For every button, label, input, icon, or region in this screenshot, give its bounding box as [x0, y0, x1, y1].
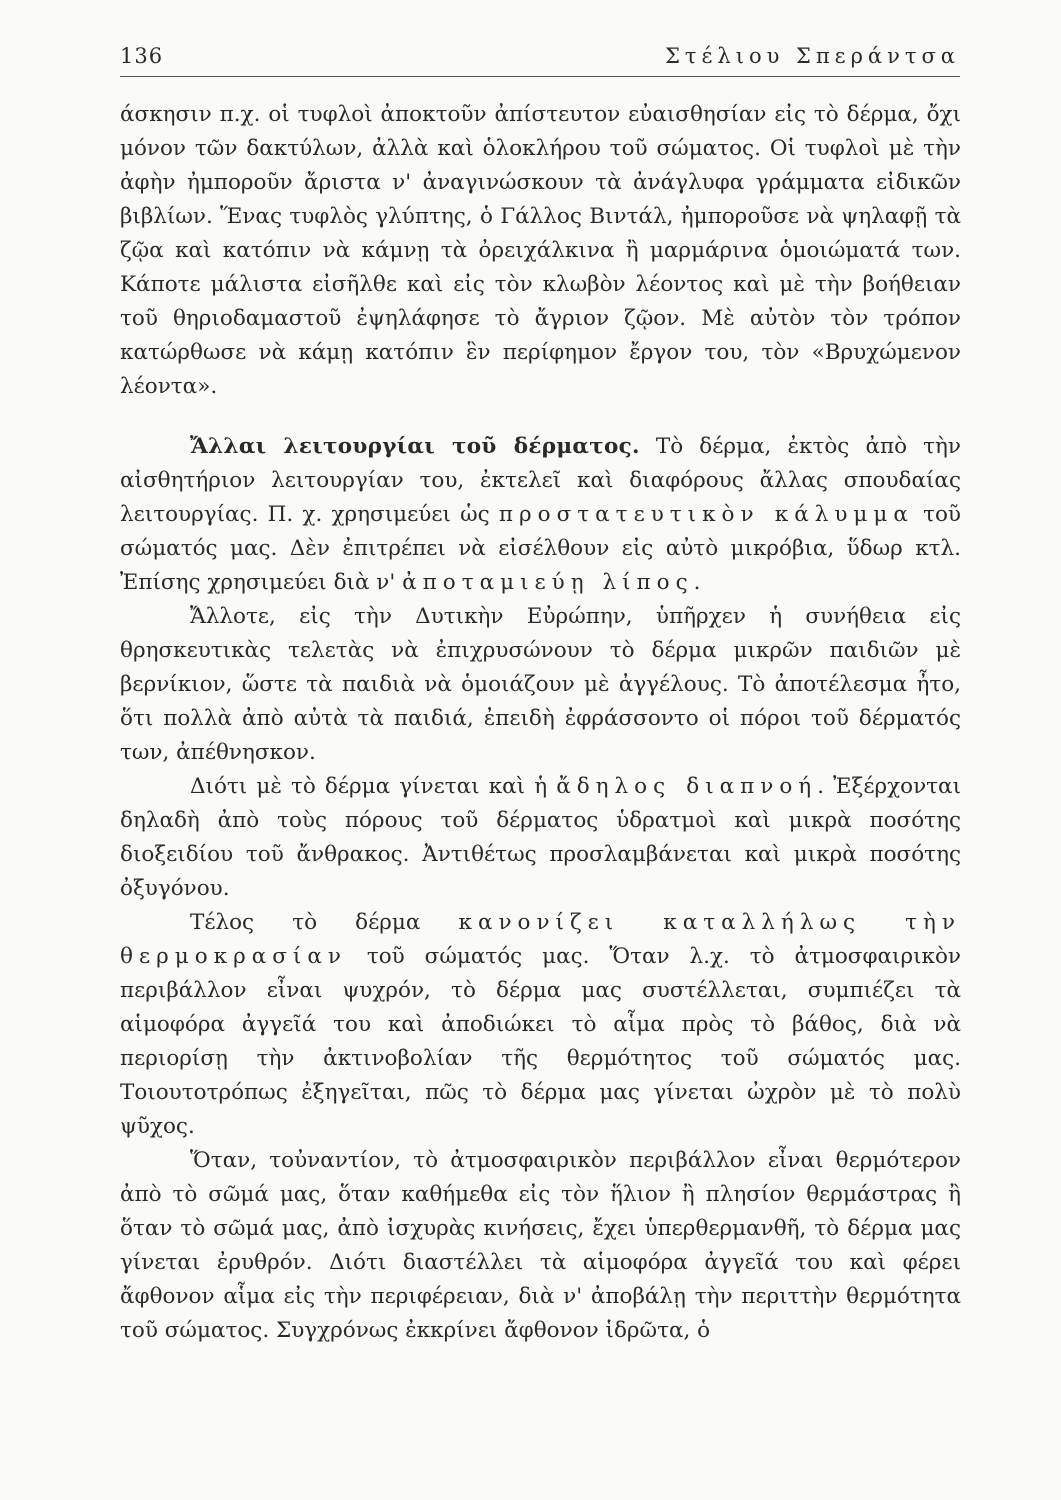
- text-segment: Διότι μὲ τὸ δέρμα γίνεται καὶ ἡ: [190, 774, 557, 799]
- text-segment: τοῦ σώματός μας. Δὲν ἐπιτρέπει νὰ εἰσέλθουν εἰς αὐτὸ μικρόβια, ὕδωρ κτλ. Ἐπίσης χρησιμεύει διὰ ν': [120, 502, 962, 595]
- page-body: [120, 98, 961, 1348]
- emphasis-spaced: κανονίζει καταλλήλως τὴν θερμοκρασίαν: [120, 910, 961, 969]
- page-number: 136: [120, 44, 164, 68]
- text-segment: . Ἐξέρχονται δηλαδὴ ἀπὸ τοὺς πόρους τοῦ δέρματος ὑδρατμοὶ καὶ μικρὰ ποσότης διοξειδίου τοῦ ἄνθρακος. Ἀντιθέτως προσλαμβάνεται καὶ μικρὰ ποσότης ὀξυγόνου.: [120, 774, 961, 901]
- text-segment: Τὸ δέρμα, ἐκτὸς ἀπὸ τὴν αἰσθητήριον λειτουργίαν του, ἐκτελεῖ καὶ διαφόρους ἄλλας σπουδαίας λειτουργίας. Π. χ. χρησιμεύει ὡς: [120, 434, 961, 527]
- running-head: Στέλιου Σπεράντσα: [665, 44, 960, 68]
- text-segment: Τέλος τὸ δέρμα: [190, 910, 459, 935]
- page-header: [120, 40, 960, 77]
- paragraph-temperature: [120, 906, 961, 1144]
- section-heading: Ἄλλαι λειτουργίαι τοῦ δέρματος.: [190, 434, 640, 459]
- emphasis-spaced: ἄδηλος διαπνοή: [556, 774, 818, 799]
- emphasis-spaced: προστατευτικὸν κάλυμμα: [498, 502, 914, 527]
- emphasis-spaced: ἀποταμιεύῃ λίπος: [402, 570, 694, 595]
- paragraph-breathing: [120, 770, 961, 906]
- paragraph-blind-touch: άσκησιν π.χ. οἱ τυφλοὶ ἀποκτοῦν ἀπίστευτον εὐαισθησίαν εἰς τὸ δέρμα, ὄχι μόνον τῶν δακτύλων, ἀλλὰ καὶ ὁλοκλήρου τοῦ σώματος. Οἱ τυφλοὶ μὲ τὴν ἀφὴν ἠμποροῦν ἄριστα ν' ἀναγινώσκουν τὰ ἀνάγλυφα γράμματα εἰδικῶν βιβλίων. Ἕνας τυφλὸς γλύπτης, ὁ Γάλλος Βιντάλ, ἠμποροῦσε νὰ ψηλαφῇ τὰ ζῷα καὶ κατόπιν νὰ κάμνῃ τὰ ὀρειχάλκινα ἢ μαρμάρινα ὁμοιώματά των. Κάποτε μάλιστα εἰσῆλθε καὶ εἰς τὸν κλωβὸν λέοντος καὶ μὲ τὴν βοήθειαν τοῦ θηριοδαμαστοῦ ἐψηλάφησε τὸ ἄγριον ζῷον. Μὲ αὐτὸν τὸν τρόπον κατώρθωσε νὰ κάμῃ κατόπιν ἓν περίφημον ἔργον του, τὸν «Βρυχώμενον λέοντα».: [120, 102, 961, 399]
- paragraph-other-functions: [120, 430, 961, 600]
- paragraph-gilding: Ἄλλοτε, εἰς τὴν Δυτικὴν Εὐρώπην, ὑπῆρχεν ἡ συνήθεια εἰς θρησκευτικὰς τελετὰς νὰ ἐπιχρυσώνουν τὸ δέρμα μικρῶν παιδιῶν μὲ βερνίκιον, ὥστε τὰ παιδιὰ νὰ ὁμοιάζουν μὲ ἀγγέλους. Τὸ ἀποτέλεσμα ἦτο, ὅτι πολλὰ ἀπὸ αὐτὰ τὰ παιδιά, ἐπειδὴ ἐφράσσοντο οἱ πόροι τοῦ δέρματός των, ἀπέθνησκον.: [120, 604, 961, 765]
- text-segment: .: [693, 570, 701, 595]
- text-segment: τοῦ σώματός μας. Ὅταν λ.χ. τὸ ἀτμοσφαιρικὸν περιβάλλον εἶναι ψυχρόν, τὸ δέρμα μας συστέλλεται, συμπιέζει τὰ αἱμοφόρα ἀγγεῖά του καὶ ἀποδιώκει τὸ αἷμα πρὸς τὸ βάθος, διὰ νὰ περιορίσῃ τὴν ἀκτινοβολίαν τῆς θερμότητος τοῦ σώματός μας. Τοιουτοτρόπως ἐξηγεῖται, πῶς τὸ δέρμα μας γίνεται ὠχρὸν μὲ τὸ πολὺ ψῦχος.: [120, 944, 961, 1139]
- paragraph-heat: Ὅταν, τοὐναντίον, τὸ ἀτμοσφαιρικὸν περιβάλλον εἶναι θερμότερον ἀπὸ τὸ σῶμά μας, ὅταν καθήμεθα εἰς τὸν ἥλιον ἢ πλησίον θερμάστρας ἢ ὅταν τὸ σῶμά μας, ἀπὸ ἰσχυρὰς κινήσεις, ἔχει ὑπερθερμανθῆ, τὸ δέρμα μας γίνεται ἐρυθρόν. Διότι διαστέλλει τὰ αἱμοφόρα ἀγγεῖά του καὶ φέρει ἄφθονον αἷμα εἰς τὴν περιφέρειαν, διὰ ν' ἀποβάλῃ τὴν περιττὴν θερμότητα τοῦ σώματος. Συγχρόνως ἐκκρίνει ἄφθονον ἱδρῶτα, ὁ: [120, 1148, 961, 1343]
- section-gap: [120, 404, 961, 430]
